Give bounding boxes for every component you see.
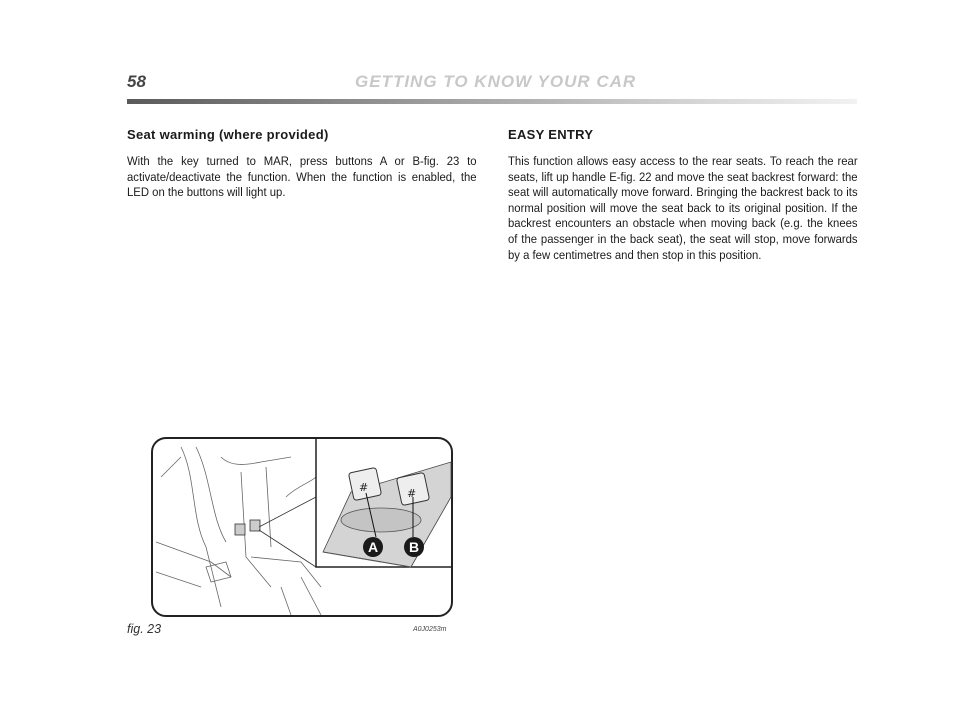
section-heading-seat-warming: Seat warming (where provided) [127,127,329,142]
section-heading-easy-entry: EASY ENTRY [508,127,594,142]
figure-code: A0J0253m [413,626,447,633]
easy-entry-paragraph: This function allows easy access to the rear seats. To reach the rear seats, lift up handle E-fig. 22 and move the seat backrest forward: the seat will automatically move forward. Bringing the backrest back to its normal position will move the seat back to its original position. If the backrest encounters an obstacle when moving back (e.g. the knees of the passenger in the back seat), the seat will stop, move forwards by a few centimetres and then stop in this position. [508,154,858,262]
figure-23-illustration [151,437,453,617]
seat-warming-paragraph: With the key turned to MAR, press buttons A or B-fig. 23 to activate/deactivate the function. When the function is enabled, the LED on the buttons will light up. [127,154,477,200]
left-column [127,127,477,201]
running-head: GETTING TO KNOW YOUR CAR [355,72,637,91]
header-rule [127,99,857,104]
label-a-marker [363,537,383,557]
right-column [508,127,858,263]
page-number: 58 [127,72,146,91]
svg-text:B: B [408,539,420,555]
svg-text:#: # [407,487,417,500]
figure-caption: fig. 23 [127,622,162,636]
label-b-marker [404,537,424,557]
svg-text:#: # [359,481,369,494]
svg-text:A: A [367,539,379,555]
